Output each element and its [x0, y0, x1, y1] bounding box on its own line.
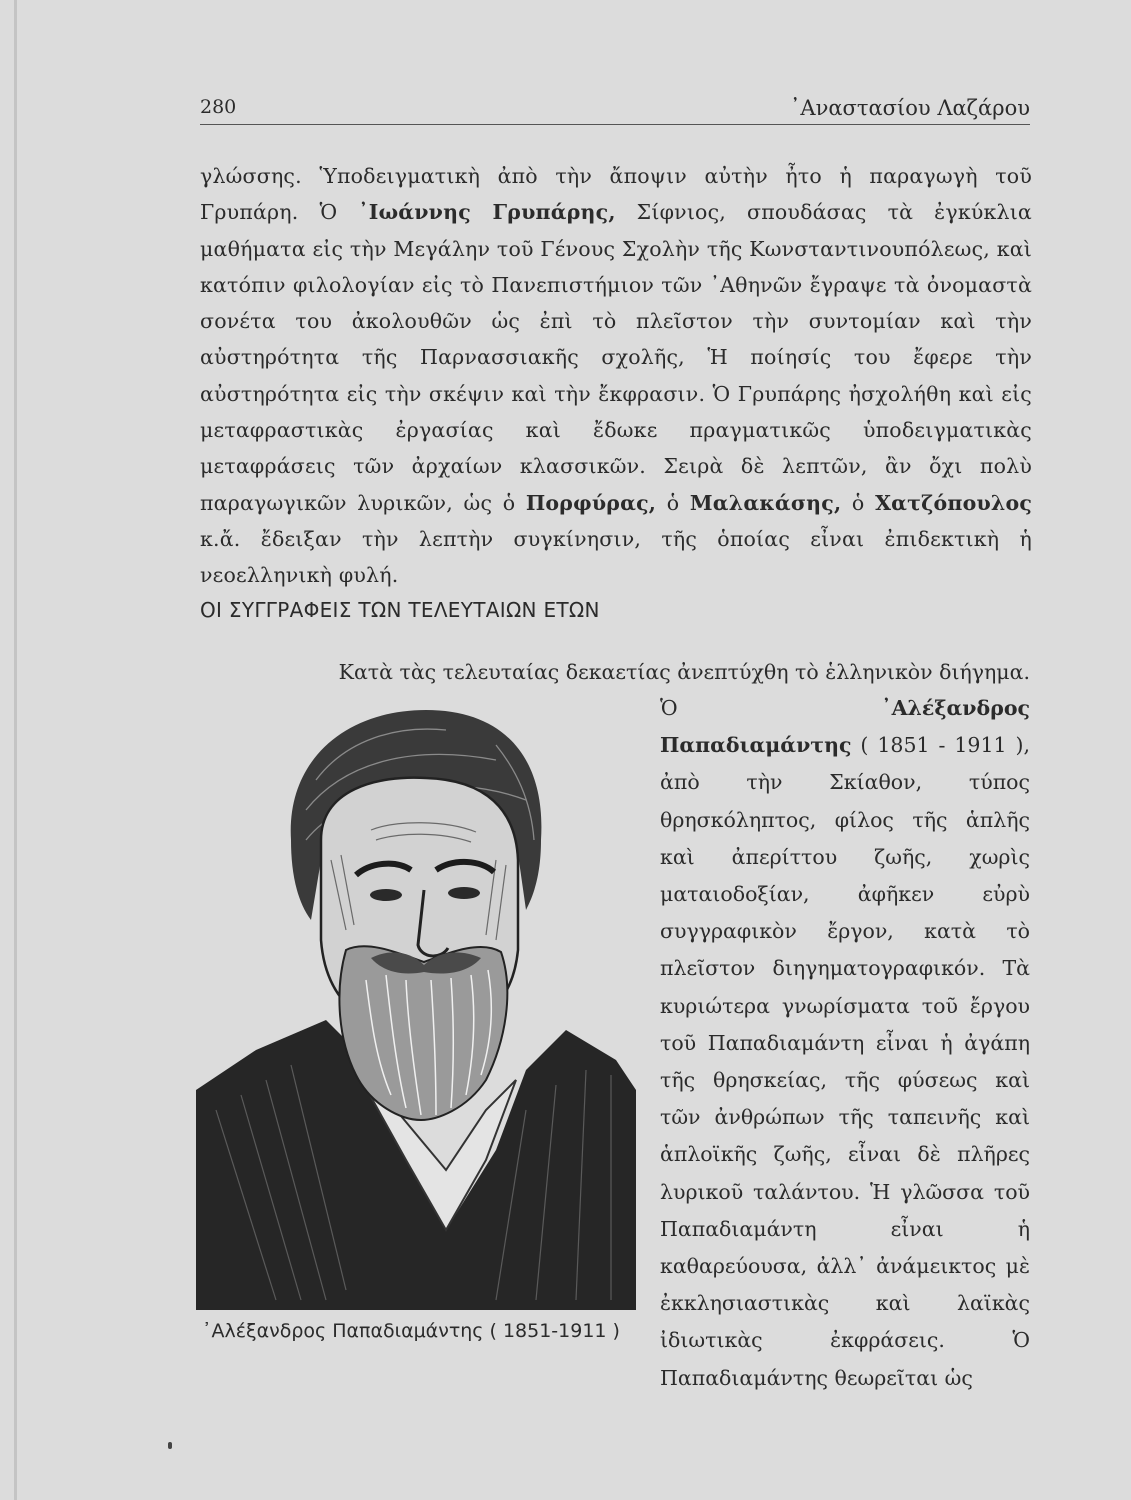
- bold-name-papadiamantis: ᾿Αλέξανδρος Παπαδιαμάντης: [660, 696, 1030, 758]
- body-paragraph: [200, 158, 1032, 594]
- page-number: 280: [200, 96, 237, 118]
- portrait-caption: ᾿Αλέξανδρος Παπαδιαμάντης ( 1851-1911 ): [202, 1320, 620, 1342]
- bold-name-chatzopoulos: Χατζόπουλος: [875, 490, 1032, 515]
- text-run: κ.ἄ. ἔδειξαν τὴν λεπτὴν συγκίνησιν, τῆς ὁποίας εἶναι ἐπιδεκτικὴ ἡ νεοελληνικὴ φυλή.: [200, 526, 1032, 588]
- header-rule: [200, 124, 1030, 125]
- paper-speck: [168, 1442, 172, 1449]
- text-run: Ὁ: [660, 696, 882, 720]
- text-run: ὁ: [656, 490, 690, 515]
- bold-name-porfyras: Πορφύρας,: [525, 490, 657, 515]
- column-paragraph: [660, 690, 1030, 1397]
- text-run: Σίφνιος, σπουδάσας τὰ ἐγκύκλια μαθήματα εἰς τὴν Μεγάλην τοῦ Γένους Σχολὴν τῆς Κωνσταντινουπόλεως, καὶ κατόπιν φιλολογίαν εἰς τὸ Πανεπιστήμιον τῶν ᾿Αθηνῶν ἔγραψε τὰ ὀνομαστὰ σονέτα του ἀκολουθῶν ὡς ἐπὶ τὸ πλεῖστον τὴν συντομίαν καὶ τὴν αὐστηρότητα τῆς Παρνασσιακῆς σχολῆς, Ἡ ποίησίς του ἔφερε τὴν αὐστηρότητα εἰς τὴν σκέψιν καὶ τὴν ἔκφρασιν. Ὁ Γρυπάρης ἠσχολήθη καὶ εἰς μεταφραστικὰς ἐργασίας καὶ ἔδωκε πραγματικῶς ὑποδειγματικὰς μεταφράσεις τῶν ἀρχαίων κλασσικῶν. Σειρὰ δὲ λεπτῶν, ἂν ὄχι πολὺ παραγωγικῶν λυρικῶν, ὡς ὁ: [200, 200, 1032, 515]
- section-intro: Κατὰ τὰς τελευταίας δεκαετίας ἀνεπτύχθη τὸ ἑλληνικὸν διήγημα.: [338, 660, 1030, 684]
- bold-name-malakasis: Μαλακάσης,: [689, 490, 842, 515]
- text-run: γλώσσης. Ὑποδειγματικὴ ἀπὸ τὴν ἄποψιν αὐτὴν ἦτο ἡ παραγωγὴ τοῦ Γρυπάρη. Ὁ: [200, 164, 1032, 225]
- bold-name-gryparis: ᾿Ιωάννης Γρυπάρης,: [358, 200, 616, 225]
- text-run: ( 1851 - 1911 ), ἀπὸ τὴν Σκίαθον, τύπος θρησκόληπτος, φίλος τῆς ἁπλῆς καὶ ἀπερίττου ζωῆς, χωρὶς ματαιοδοξίαν, ἀφῆκεν εὐρὺ συγγραφικὸν ἔργον, κατὰ τὸ πλεῖστον διηγηματογραφικόν. Τὰ κυριώτερα γνωρίσματα τοῦ ἔργου τοῦ Παπαδιαμάντη εἶναι ἡ ἀγάπη τῆς θρησκείας, τῆς φύσεως καὶ τῶν ἀνθρώπων τῆς ταπεινῆς καὶ ἁπλοϊκῆς ζωῆς, εἶναι δὲ πλῆρες λυρικοῦ ταλάντου. Ἡ γλῶσσα τοῦ Παπαδιαμάντη εἶναι ἡ καθαρεύουσα, ἀλλ᾿ ἀνάμεικτος μὲ ἐκκλησιαστικὰς καὶ λαϊκὰς ἰδιωτικὰς ἐκφράσεις. Ὁ Παπαδιαμάντης θεωρεῖται ὡς: [660, 733, 1030, 1390]
- portrait-eye-right: [448, 887, 480, 899]
- section-heading: ΟΙ ΣΥΓΓΡΑΦΕΙΣ ΤΩΝ ΤΕΛΕΥΤΑΙΩΝ ΕΤΩΝ: [200, 598, 600, 622]
- running-title: ᾿Αναστασίου Λαζάρου: [789, 96, 1030, 120]
- running-head: [200, 96, 1030, 126]
- portrait-engraving: [196, 690, 636, 1310]
- page-edge: [14, 0, 17, 1500]
- portrait-eye-left: [370, 889, 402, 901]
- text-run: ὁ: [841, 490, 876, 515]
